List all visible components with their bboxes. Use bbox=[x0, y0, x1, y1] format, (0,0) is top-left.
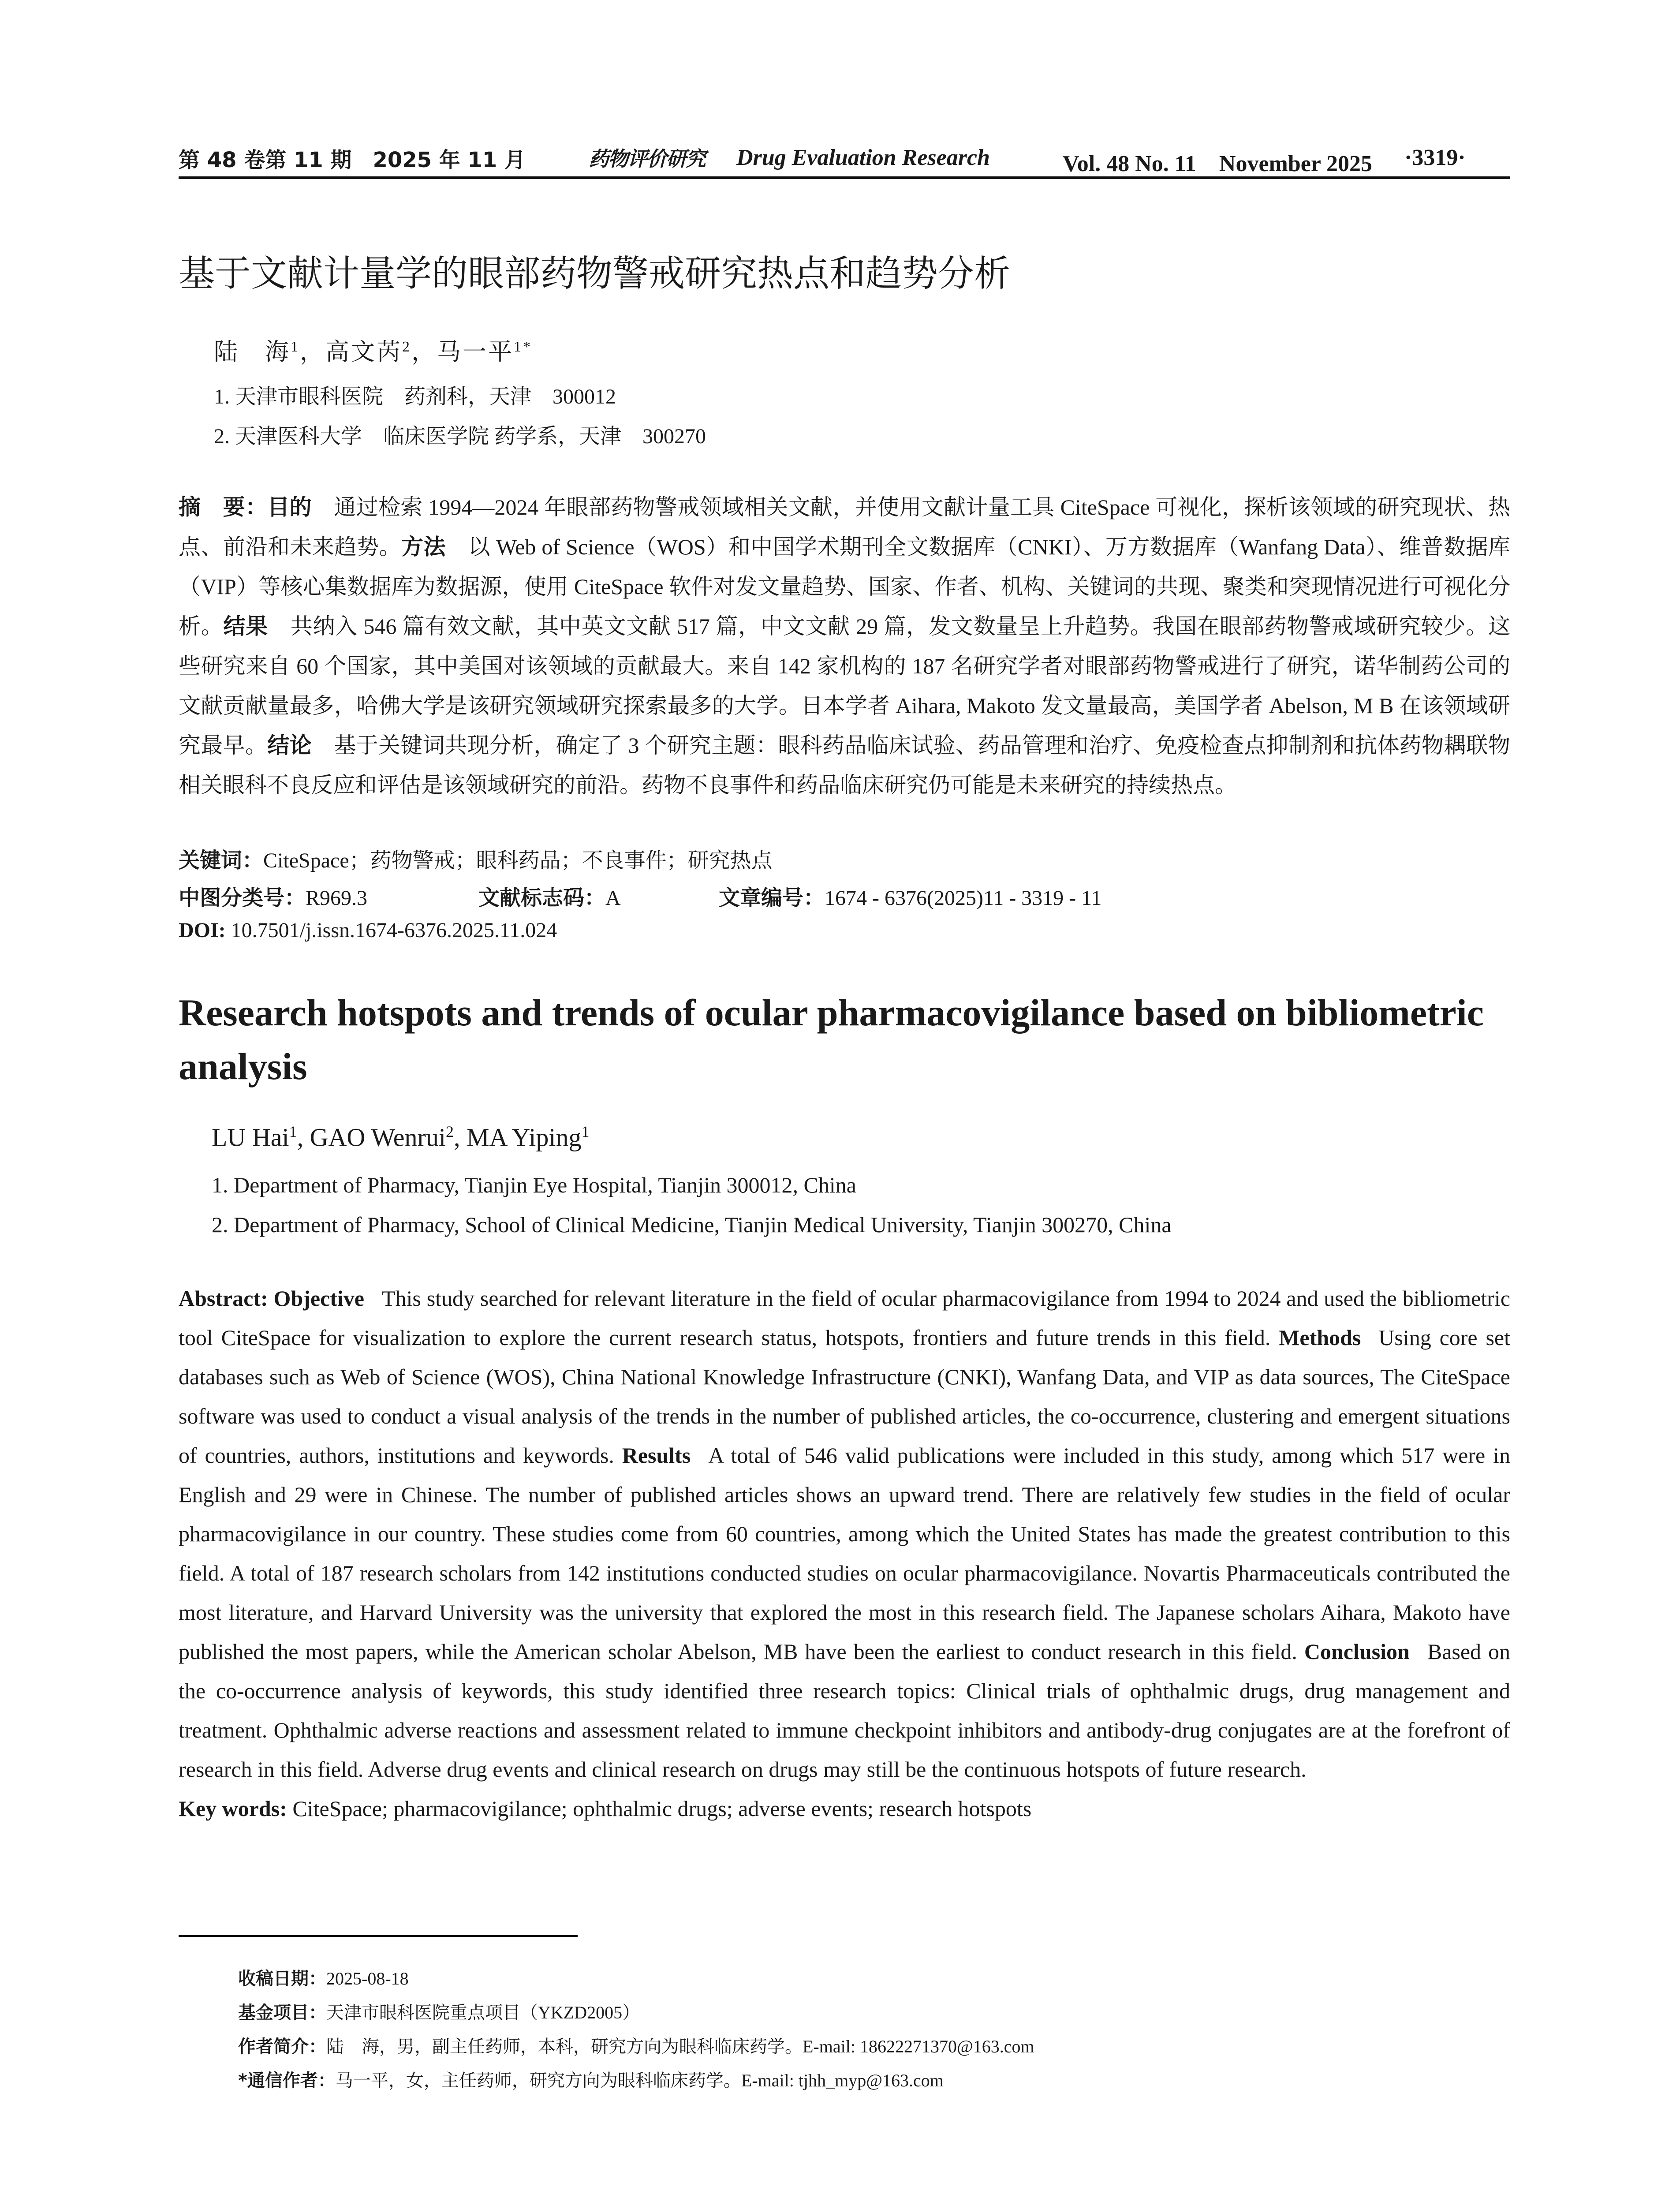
keywords-value: CiteSpace；药物警戒；眼科药品；不良事件；研究热点 bbox=[263, 849, 773, 872]
keywords-label: Key words: bbox=[179, 1796, 287, 1821]
article-title-en: Research hotspots and trends of ocular pharmacovigilance based on bibliometric analysis bbox=[179, 991, 1484, 1088]
doc-code-label: 文献标志码： bbox=[478, 886, 606, 910]
footnote-corresponding bbox=[238, 2067, 944, 2092]
affiliation-marker: 2 bbox=[445, 1123, 454, 1140]
doi-line bbox=[179, 918, 557, 942]
results-text: 共纳入 546 篇有效文献，其中英文文献 517 篇，中文文献 29 篇，发文数量呈上升趋势。我国在眼部药物警戒域研究较少。这些研究来自 60 个国家，其中美国对该领域的贡献最大。来自 142 家机构的 187 名研究学者对眼部药物警戒进行了研究，诺华制药公司的文献贡献量最多，哈佛大学是该研究领域研究探索最多的大学。日本学者 Aihara, Makoto 发文量最高，美国学者 Abelson, M B 在该领域研究最早。 bbox=[179, 614, 1511, 758]
objective-text: This study searched for relevant literature in the field of ocular pharmacovigilance from 1994 to 2024 and used the bibliometric tool CiteSpace for visualization to explore the current research status, hotspots, frontiers and future trends in this field. bbox=[179, 1286, 1511, 1350]
fund-label: 基金项目： bbox=[238, 2003, 326, 2023]
abstract-label: 摘 要： bbox=[179, 494, 268, 520]
corresponding-value: 马一平，女，主任药师，研究方向为眼科临床药学。E-mail: tjhh_myp@163.com bbox=[335, 2070, 944, 2090]
clc-value: R969.3 bbox=[306, 886, 368, 910]
bio-value: 陆 海，男，副主任药师，本科，研究方向为眼科临床药学。E-mail: 18622271370@163.com bbox=[326, 2037, 1034, 2056]
received-value: 2025-08-18 bbox=[326, 1969, 409, 1988]
footnote-fund bbox=[238, 1999, 640, 2024]
author-separator: ， bbox=[300, 339, 325, 365]
results-label: 结果 bbox=[223, 613, 269, 639]
author-name: 陆 海 bbox=[214, 339, 291, 365]
affiliation-marker: 1* bbox=[514, 339, 532, 355]
volume-info-en: Vol. 48 No. 11 November 2025 bbox=[1063, 151, 1373, 176]
affiliation-marker: 1 bbox=[289, 1123, 297, 1140]
conclusion-label: Conclusion bbox=[1304, 1639, 1410, 1664]
affiliation-marker: 2 bbox=[402, 339, 411, 355]
author-name: 高文芮 bbox=[325, 339, 402, 365]
conclusion-text: Based on the co-occurrence analysis of keywords, this study identified three research topics: Clinical trials of ophthalmic drugs, drug management and treatment. Ophthalmic adverse reactions and assessment related to immune checkpoint inhibitors and antibody-drug conjugates are at the forefront of research in this field. Adverse drug events and clinical research on drugs may still be the continuous hotspots of future research. bbox=[179, 1639, 1510, 1782]
affiliation-en-2: 2. Department of Pharmacy, School of Clinical Medicine, Tianjin Medical University, Tianjin 300270, China bbox=[212, 1212, 1172, 1237]
conclusion-text: 基于关键词共现分析，确定了 3 个研究主题：眼科药品临床试验、药品管理和治疗、免疫检查点抑制剂和抗体药物耦联物相关眼科不良反应和评估是该领域研究的前沿。药物不良事件和药品临床研究仍可能是未来研究的持续热点。 bbox=[179, 733, 1511, 797]
affiliation-cn-2: 2. 天津医科大学 临床医学院 药学系，天津 300270 bbox=[214, 425, 706, 448]
keywords-value: CiteSpace; pharmacovigilance; ophthalmic drugs; adverse events; research hotspots bbox=[292, 1796, 1032, 1821]
footnote-received bbox=[238, 1965, 409, 1990]
issue-info-cn: 第 48 卷第 11 期 2025 年 11 月 bbox=[179, 148, 526, 172]
author-separator: , bbox=[453, 1123, 467, 1152]
clc-label: 中图分类号： bbox=[179, 886, 306, 910]
methods-label: Methods bbox=[1279, 1325, 1361, 1350]
author-name: MA Yiping bbox=[466, 1123, 582, 1152]
affiliation-marker: 1 bbox=[291, 339, 300, 355]
running-header bbox=[179, 140, 1510, 179]
author-name: GAO Wenrui bbox=[310, 1123, 446, 1152]
keywords-cn bbox=[179, 843, 773, 874]
journal-name-en: Drug Evaluation Research bbox=[736, 145, 990, 170]
methods-text: Using core set databases such as Web of Science (WOS), China National Knowledge Infrastructure (CNKI), Wanfang Data, and VIP as data sources, The CiteSpace software was used to conduct a visual analysis of the trends in the number of published articles, the co-occurrence, clustering and emergent situations of countries, authors, institutions and keywords. bbox=[179, 1325, 1510, 1468]
article-number-value: 1674 - 6376(2025)11 - 3319 - 11 bbox=[825, 886, 1102, 910]
fund-value: 天津市眼科医院重点项目（YKZD2005） bbox=[326, 2003, 640, 2022]
conclusion-label: 结论 bbox=[267, 733, 312, 758]
footnote-divider bbox=[179, 1935, 578, 1937]
methods-text: 以 Web of Science（WOS）和中国学术期刊全文数据库（CNKI）、万方数据库（Wanfang Data）、维普数据库（VIP）等核心集数据库为数据源，使用 CiteSpace 软件对发文量趋势、国家、作者、机构、关键词的共现、聚类和突现情况进行可视化分析。 bbox=[179, 534, 1511, 639]
article-number-label: 文章编号： bbox=[719, 886, 825, 910]
objective-label: Objective bbox=[273, 1286, 364, 1311]
classification-line bbox=[179, 881, 1510, 910]
author-list-cn bbox=[214, 333, 532, 367]
corresponding-label: *通信作者： bbox=[238, 2070, 336, 2091]
abstract-cn bbox=[179, 487, 1510, 805]
bio-label: 作者简介： bbox=[238, 2037, 326, 2057]
journal-logo-cn: 药物评价研究 bbox=[589, 148, 705, 170]
author-separator: ， bbox=[411, 339, 437, 365]
abstract-label: Abstract: bbox=[179, 1286, 268, 1311]
affiliation-marker: 1 bbox=[581, 1123, 590, 1140]
results-label: Results bbox=[622, 1443, 691, 1468]
affiliation-cn-1: 1. 天津市眼科医院 药剂科，天津 300012 bbox=[214, 385, 616, 408]
author-list-en bbox=[212, 1122, 589, 1152]
objective-label: 目的 bbox=[267, 494, 312, 520]
page-number: ·3319· bbox=[1404, 145, 1466, 170]
author-name: LU Hai bbox=[212, 1123, 289, 1152]
doi-link[interactable]: 10.7501/j.issn.1674-6376.2025.11.024 bbox=[231, 919, 557, 942]
objective-text: 通过检索 1994—2024 年眼部药物警戒领域相关文献，并使用文献计量工具 CiteSpace 可视化，探析该领域的研究现状、热点、前沿和未来趋势。 bbox=[179, 495, 1511, 559]
methods-label: 方法 bbox=[401, 534, 446, 560]
abstract-en bbox=[179, 1279, 1510, 1828]
doi-label: DOI: bbox=[179, 919, 226, 942]
author-name: 马一平 bbox=[437, 339, 514, 365]
doc-code-value: A bbox=[605, 886, 621, 910]
results-text: A total of 546 valid publications were included in this study, among which 517 were in English and 29 were in Chinese. The number of published articles shows an upward trend. There are relatively few studies in the field of ocular pharmacovigilance in our country. These studies come from 60 countries, among which the United States has made the greatest contribution to this field. A total of 187 research scholars from 142 institutions conducted studies on ocular pharmacovigilance. Novartis Pharmaceuticals contributed the most literature, and Harvard University was the university that explored the most in this research field. The Japanese scholars Aihara, Makoto have published the most papers, while the American scholar Abelson, MB have been the earliest to conduct research in this field. bbox=[179, 1443, 1510, 1664]
affiliation-en-1: 1. Department of Pharmacy, Tianjin Eye Hospital, Tianjin 300012, China bbox=[212, 1173, 856, 1197]
keywords-label: 关键词： bbox=[179, 848, 264, 873]
author-separator: , bbox=[297, 1123, 310, 1152]
article-title-cn: 基于文献计量学的眼部药物警戒研究热点和趋势分析 bbox=[179, 253, 1011, 295]
footnote-author-bio bbox=[238, 2033, 1034, 2058]
received-label: 收稿日期： bbox=[238, 1969, 326, 1989]
